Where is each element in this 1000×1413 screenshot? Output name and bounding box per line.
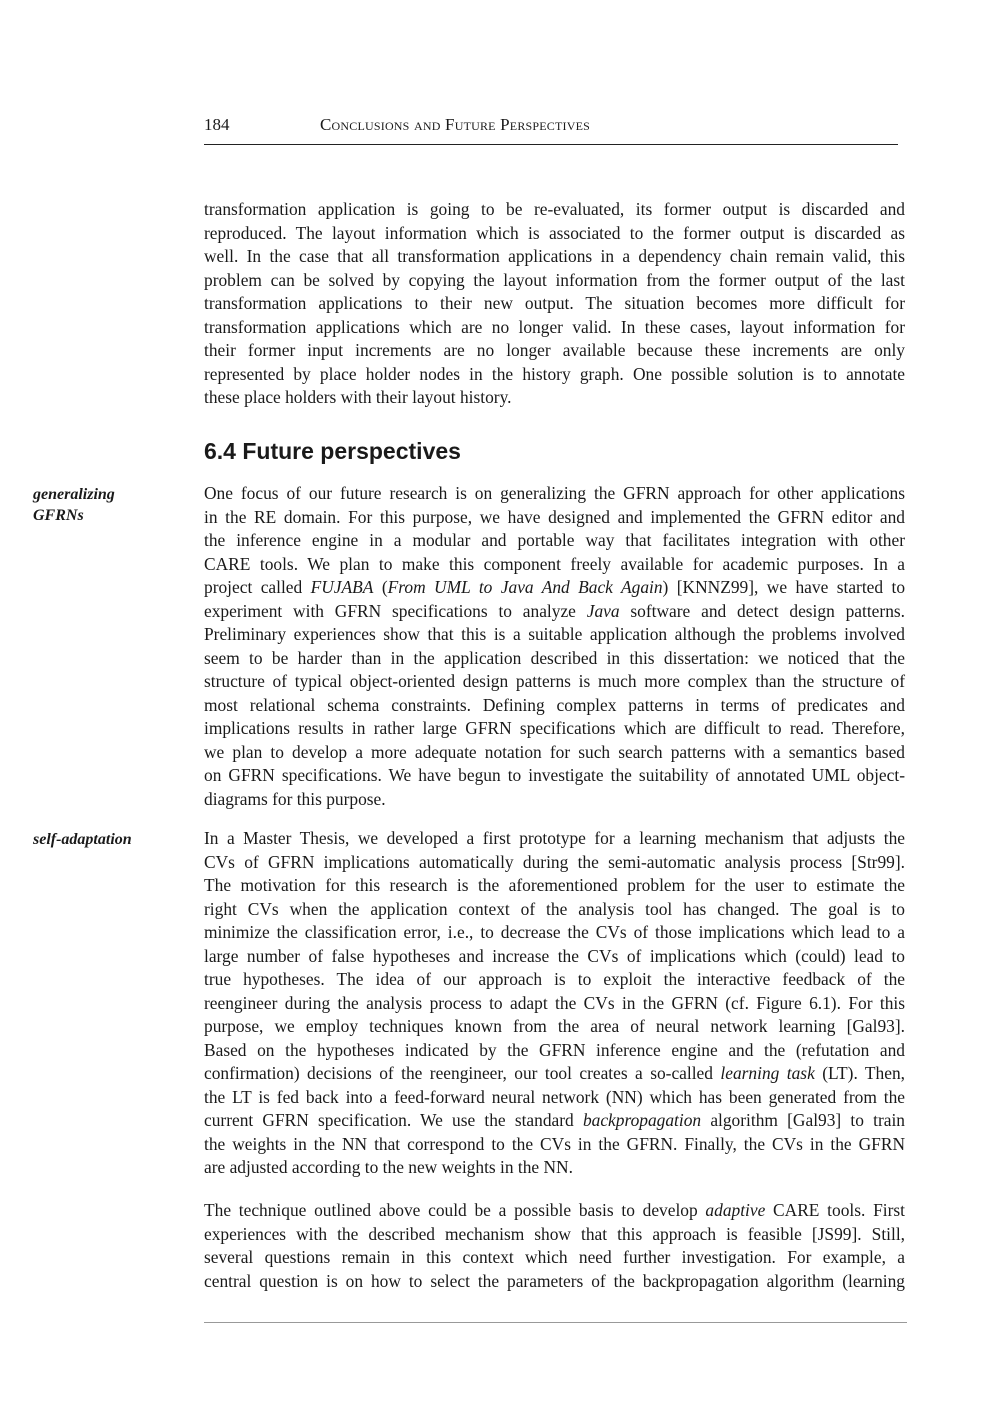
footer-rule: [204, 1322, 907, 1323]
text-line: [204, 717, 905, 741]
text-run: the LT is fed back into a feed-forward neural network (NN) which has been generated from the: [204, 1086, 905, 1107]
text-run: right CVs when the application context of the analysis tool has changed. The goal is to: [204, 898, 905, 919]
text-run: diagrams for this purpose.: [204, 788, 386, 809]
text-line: [204, 694, 905, 718]
text-line: [204, 222, 905, 246]
text-line: [204, 269, 905, 293]
text-line: [204, 363, 905, 387]
text-run: transformation applications which are no longer valid. In these cases, layout information for: [204, 316, 905, 337]
text-line: [204, 482, 905, 506]
text-run: Based on the hypotheses indicated by the GFRN inference engine and the (refutation and: [204, 1039, 905, 1060]
text-run: ) [KNNZ99], we have started to: [662, 577, 906, 597]
italic-text: backpropagation: [582, 1110, 702, 1130]
text-run: we plan to develop a more adequate notation for such search patterns with a semantics based: [204, 741, 905, 762]
text-line: [204, 874, 905, 898]
text-run: experiences with the described mechanism show that this approach is feasible [JS99]. Still,: [204, 1223, 905, 1244]
text-run: One focus of our future research is on generalizing the GFRN approach for other applications: [204, 483, 905, 503]
text-run: are adjusted according to the new weights in the NN.: [204, 1157, 573, 1177]
text-run: CVs of GFRN implications automatically during the semi-automatic analysis process [Str99].: [204, 851, 905, 872]
text-run: seem to be harder than in the application described in this dissertation: we noticed that the: [204, 647, 905, 668]
text-run: Preliminary experiences show that this is a suitable application although the problems involved: [204, 624, 905, 644]
paragraph: [204, 1199, 905, 1293]
text-line: [204, 1133, 905, 1157]
text-run: structure of typical object-oriented design patterns is much more complex than the structure of: [204, 671, 905, 691]
text-run: software and detect design patterns.: [619, 600, 906, 621]
italic-text: FUJABA: [310, 577, 374, 597]
margin-note-line: generalizing: [33, 486, 115, 503]
text-run: algorithm [Gal93] to train: [701, 1110, 905, 1130]
margin-note-line: GFRNs: [33, 507, 84, 524]
text-run: represented by place holder nodes in the history graph. One possible solution is to annotate: [204, 363, 905, 384]
text-run: large number of false hypotheses and increase the CVs of implications which (could) lead to: [204, 945, 905, 966]
italic-text: learning task: [720, 1063, 815, 1083]
text-line: [204, 921, 905, 945]
page-number: 184: [204, 115, 230, 134]
text-line: [204, 1015, 905, 1039]
text-line: [204, 968, 905, 992]
margin-note-self-adaptation: self-adaptation: [33, 831, 132, 848]
text-line: [204, 553, 905, 577]
text-line: [204, 1039, 905, 1063]
text-run: In a Master Thesis, we developed a first prototype for a learning mechanism that adjusts the: [204, 828, 905, 848]
text-line: [204, 198, 905, 222]
text-run: project called: [204, 577, 311, 597]
text-run: The motivation for this research is the aforementioned problem for the user to estimate the: [204, 875, 905, 895]
text-line: [204, 945, 905, 969]
text-run: most relational schema constraints. Defining complex patterns in terms of predicates and: [204, 694, 905, 715]
text-line: [204, 788, 905, 812]
text-run: current GFRN specification. We use the standard: [204, 1110, 583, 1130]
text-run: these place holders with their layout history.: [204, 387, 512, 407]
text-run: transformation applications to their new output. The situation becomes more difficult for: [204, 293, 905, 313]
text-run: their former input increments are no longer available because these increments are only: [204, 340, 905, 360]
italic-text: Java: [586, 600, 620, 621]
text-line: [204, 529, 905, 553]
text-run: confirmation) decisions of the reengineer, our tool creates a so-called: [204, 1063, 721, 1083]
paragraph: [204, 482, 905, 811]
text-run: purpose, we employ techniques known from the area of neural network learning [Gal93].: [204, 1016, 905, 1036]
text-line: [204, 292, 905, 316]
text-line: [204, 245, 905, 269]
text-line: [204, 1246, 905, 1270]
text-line: [204, 898, 905, 922]
text-line: [204, 1062, 905, 1086]
text-run: implications results in rather large GFRN specifications which are difficult to read. Therefore,: [204, 718, 905, 738]
text-line: [204, 647, 905, 671]
text-line: [204, 1086, 905, 1110]
text-run: CARE tools. First: [765, 1200, 905, 1220]
text-run: (LT). Then,: [814, 1063, 906, 1083]
text-line: [204, 670, 905, 694]
margin-note-generalizing: [33, 484, 115, 526]
text-run: The technique outlined above could be a possible basis to develop: [204, 1200, 706, 1220]
text-run: in the RE domain. For this purpose, we have designed and implemented the GFRN editor and: [204, 506, 905, 527]
text-run: on GFRN specifications. We have begun to investigate the suitability of annotated UML object-: [204, 765, 905, 785]
italic-text: adaptive: [705, 1200, 766, 1220]
text-line: [204, 1270, 905, 1294]
text-run: reengineer during the analysis process to adapt the CVs in the GFRN (cf. Figure 6.1). For this: [204, 992, 905, 1013]
section-heading: 6.4 Future perspectives: [204, 438, 461, 464]
text-run: problem can be solved by copying the layout information from the former output of the last: [204, 269, 905, 290]
text-run: minimize the classification error, i.e., to decrease the CVs of those implications which lead to a: [204, 922, 905, 942]
text-line: [204, 1109, 905, 1133]
text-run: well. In the case that all transformation applications in a dependency chain remain valid, this: [204, 246, 905, 266]
text-run: reproduced. The layout information which is associated to the former output is discarded as: [204, 222, 905, 243]
text-line: [204, 851, 905, 875]
text-run: experiment with GFRN specifications to analyze: [204, 600, 587, 621]
header-rule: [204, 144, 898, 145]
text-line: [204, 764, 905, 788]
text-run: true hypotheses. The idea of our approach is to exploit the interactive feedback of the: [204, 969, 905, 989]
italic-text: From UML to Java And Back Again: [387, 577, 663, 597]
text-line: [204, 386, 905, 410]
text-line: [204, 1223, 905, 1247]
text-line: [204, 339, 905, 363]
paragraph: [204, 198, 905, 410]
running-header: Conclusions and Future Perspectives: [320, 115, 591, 134]
text-line: [204, 1199, 905, 1223]
text-run: several questions remain in this context which need further investigation. For example, a: [204, 1247, 905, 1267]
text-line: [204, 623, 905, 647]
text-line: [204, 316, 905, 340]
text-line: [204, 576, 905, 600]
text-line: [204, 827, 905, 851]
text-line: [204, 600, 905, 624]
text-line: [204, 992, 905, 1016]
text-run: (: [373, 577, 388, 597]
text-line: [204, 741, 905, 765]
text-run: transformation application is going to be re-evaluated, its former output is discarded and: [204, 199, 905, 219]
text-line: [204, 506, 905, 530]
paragraph: [204, 827, 905, 1180]
text-run: the weights in the NN that correspond to the CVs in the GFRN. Finally, the CVs in the GFRN: [204, 1133, 905, 1154]
text-line: [204, 1156, 905, 1180]
text-run: central question is on how to select the parameters of the backpropagation algorithm (learning: [204, 1270, 905, 1291]
text-run: the inference engine in a modular and portable way that facilitates integration with other: [204, 530, 905, 550]
text-run: CARE tools. We plan to make this component freely available for academic purposes. In a: [204, 553, 905, 574]
